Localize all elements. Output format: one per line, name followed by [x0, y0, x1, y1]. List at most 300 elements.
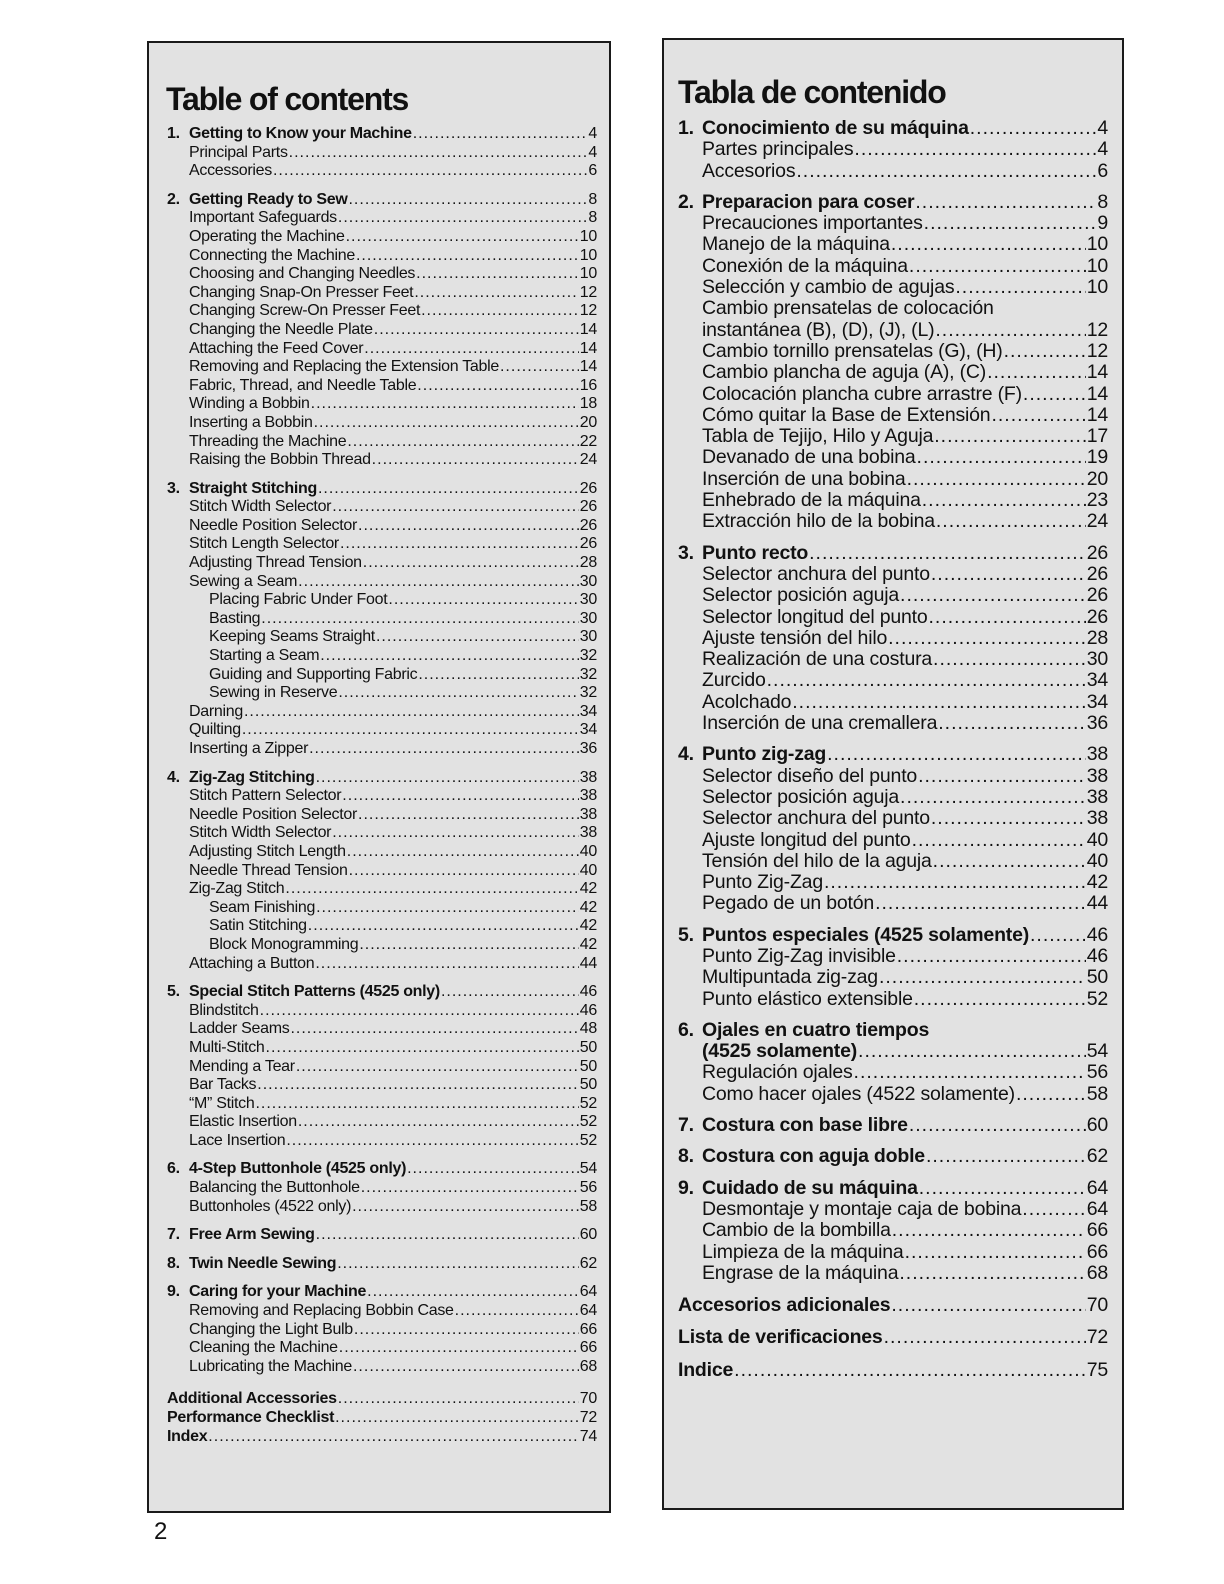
toc-page-number: 26 [579, 479, 597, 497]
toc-entry[interactable] [678, 511, 1108, 532]
dot-leader [929, 607, 1086, 628]
dot-leader [296, 1058, 579, 1077]
toc-page-number: 14 [1086, 382, 1108, 405]
toc-entry[interactable] [167, 824, 597, 843]
toc-page-number: 68 [1086, 1261, 1108, 1284]
toc-entry-label: Attaching the Feed Cover [189, 339, 364, 357]
dot-leader [418, 666, 578, 685]
toc-entry[interactable] [167, 1039, 597, 1058]
toc-section-number: 7. [678, 1114, 694, 1137]
dot-leader [1023, 384, 1086, 405]
toc-entry[interactable] [167, 1321, 597, 1340]
toc-page-number: 40 [579, 842, 597, 860]
dot-leader [338, 209, 588, 228]
toc-section-number: 9. [167, 1283, 180, 1301]
dot-leader [364, 340, 579, 359]
toc-entry-label: Desmontaje y montaje caja de bobina [702, 1197, 1022, 1220]
toc-entry[interactable] [167, 1002, 597, 1021]
spanish-toc-title: Tabla de contenido [678, 74, 946, 110]
toc-entry[interactable] [167, 862, 597, 881]
toc-section-heading[interactable] [678, 543, 1108, 564]
toc-section-number: 9. [678, 1176, 694, 1199]
toc-entry[interactable] [167, 740, 597, 759]
dot-leader [955, 277, 1085, 298]
toc-entry-label: Multipuntada zig-zag [702, 966, 878, 989]
toc-page-number: 9 [1097, 212, 1108, 235]
dot-leader [257, 1076, 579, 1095]
toc-page-number: 66 [579, 1320, 597, 1338]
dot-leader [922, 490, 1086, 511]
dot-leader [242, 721, 579, 740]
toc-page-number: 10 [1086, 233, 1108, 256]
toc-section [167, 1283, 597, 1376]
toc-entry[interactable] [167, 162, 597, 181]
toc-section-number: 5. [167, 983, 180, 1001]
toc-section-heading[interactable] [167, 769, 597, 788]
toc-entry-label: Precauciones importantes [702, 212, 923, 235]
toc-page-number: 72 [1086, 1326, 1108, 1349]
toc-entry[interactable] [678, 1084, 1108, 1105]
toc-page-number: 14 [1086, 361, 1108, 384]
dot-leader [926, 1146, 1086, 1167]
toc-entry[interactable] [678, 1199, 1108, 1220]
toc-page-number: 52 [579, 1131, 597, 1149]
toc-page-number: 17 [1086, 425, 1108, 448]
toc-page-number: 62 [579, 1254, 597, 1272]
dot-leader [363, 554, 579, 573]
toc-section-heading[interactable] [678, 118, 1108, 139]
toc-page-number: 32 [579, 665, 597, 683]
toc-entry[interactable] [167, 1339, 597, 1358]
toc-entry[interactable] [167, 377, 597, 396]
english-toc-panel [147, 41, 611, 1513]
toc-entry[interactable] [678, 692, 1108, 713]
toc-entry-label: Stitch Pattern Selector [189, 787, 342, 805]
toc-entry[interactable] [678, 469, 1108, 490]
toc-entry[interactable] [167, 228, 597, 247]
toc-entry-label: Como hacer ojales (4522 solamente) [702, 1082, 1015, 1105]
toc-section-number: 1. [167, 125, 180, 142]
toc-entry-label: Keeping Seams Straight [209, 628, 375, 646]
toc-page-number: 38 [1086, 764, 1108, 787]
toc-entry[interactable] [167, 843, 597, 862]
toc-entry[interactable] [678, 298, 1108, 319]
toc-entry-label: Adjusting Stitch Length [189, 842, 346, 860]
toc-page-number: 46 [1086, 923, 1108, 946]
toc-section [167, 1160, 597, 1216]
toc-entry-label: Elastic Insertion [189, 1113, 297, 1131]
dot-leader [914, 989, 1086, 1010]
toc-entry[interactable] [167, 554, 597, 573]
toc-entry[interactable] [167, 358, 597, 377]
dot-leader [318, 480, 579, 499]
toc-entry[interactable] [678, 384, 1108, 405]
dot-leader [413, 125, 588, 144]
toc-entry-label: Selector posición aguja [702, 785, 900, 808]
dot-leader [879, 967, 1086, 988]
dot-leader [298, 573, 579, 592]
toc-section-heading[interactable] [167, 1283, 597, 1302]
toc-section [167, 983, 597, 1150]
toc-entry[interactable] [167, 610, 597, 629]
toc-entry[interactable] [678, 426, 1108, 447]
toc-section-heading[interactable] [167, 1428, 597, 1447]
toc-page-number: 50 [579, 1057, 597, 1075]
toc-entry-label: Limpieza de la máquina [702, 1240, 904, 1263]
toc-entry[interactable] [167, 1179, 597, 1198]
toc-section-number: 3. [167, 479, 180, 497]
toc-entry[interactable] [678, 1242, 1108, 1263]
toc-page-number: 42 [579, 935, 597, 953]
toc-entry-label: instantánea (B), (D), (J), (L) [702, 318, 935, 341]
toc-section-title: Twin Needle Sewing [189, 1254, 337, 1272]
toc-section-title: Punto zig-zag [702, 743, 827, 766]
toc-entry[interactable] [167, 955, 597, 974]
toc-entry[interactable] [678, 564, 1108, 585]
toc-page-number: 64 [579, 1283, 597, 1301]
toc-entry[interactable] [678, 139, 1108, 160]
toc-page-number: 46 [1086, 944, 1108, 967]
toc-section-title: 4-Step Buttonhole (4525 only) [189, 1160, 407, 1178]
dot-leader [335, 1409, 579, 1428]
toc-entry[interactable] [167, 806, 597, 825]
toc-page-number: 54 [1086, 1040, 1108, 1063]
toc-entry[interactable] [167, 265, 597, 284]
toc-entry-label: Selector diseño del punto [702, 764, 918, 787]
dot-leader [915, 192, 1096, 213]
toc-page-number: 40 [1086, 828, 1108, 851]
toc-entry[interactable] [167, 703, 597, 722]
toc-entry[interactable] [167, 321, 597, 340]
dot-leader [354, 1321, 579, 1340]
toc-section-heading[interactable] [167, 1390, 597, 1409]
toc-entry[interactable] [167, 284, 597, 303]
toc-entry[interactable] [167, 787, 597, 806]
toc-entry[interactable] [678, 808, 1108, 829]
toc-section-heading[interactable] [167, 983, 597, 1002]
dot-leader [337, 1255, 579, 1274]
spanish-toc-list [678, 118, 1108, 1381]
toc-section-title: Free Arm Sewing [189, 1226, 315, 1244]
toc-entry[interactable] [678, 649, 1108, 670]
toc-entry[interactable] [167, 451, 597, 470]
toc-entry-label: Bar Tacks [189, 1076, 257, 1094]
toc-page-number: 50 [579, 1076, 597, 1094]
dot-leader [347, 843, 579, 862]
dot-leader [316, 899, 579, 918]
toc-section-title: Accesorios adicionales [678, 1294, 891, 1317]
toc-section-heading[interactable] [167, 1409, 597, 1428]
toc-section-number: 3. [678, 541, 694, 564]
toc-section [167, 769, 597, 974]
toc-section-title: Ojales en cuatro tiempos [702, 1018, 930, 1041]
toc-page-number: 66 [579, 1339, 597, 1357]
dot-leader [900, 585, 1086, 606]
dot-leader [934, 426, 1085, 447]
dot-leader [314, 414, 579, 433]
dot-leader [884, 1327, 1086, 1348]
toc-entry[interactable] [167, 1358, 597, 1377]
dot-leader [1004, 341, 1086, 362]
toc-page-number: 10 [579, 227, 597, 245]
toc-entry-label: Zurcido [702, 669, 766, 692]
toc-entry[interactable] [167, 1020, 597, 1039]
toc-section-heading[interactable] [678, 1146, 1108, 1167]
toc-section-title: Straight Stitching [189, 479, 317, 497]
toc-page-number: 38 [1086, 807, 1108, 830]
toc-entry[interactable] [678, 341, 1108, 362]
toc-entry[interactable] [678, 256, 1108, 277]
toc-page-number: 14 [579, 320, 597, 338]
toc-page-number: 52 [579, 1094, 597, 1112]
toc-entry[interactable] [678, 1041, 1108, 1062]
toc-entry-label: Inserción de una cremallera [702, 712, 938, 735]
toc-entry[interactable] [167, 917, 597, 936]
toc-page-number: 70 [1086, 1294, 1108, 1317]
toc-section-heading[interactable] [167, 1255, 597, 1274]
toc-section-heading[interactable] [678, 1020, 1108, 1041]
dot-leader [346, 228, 579, 247]
toc-entry[interactable] [678, 872, 1108, 893]
toc-entry[interactable] [678, 851, 1108, 872]
toc-entry[interactable] [678, 1263, 1108, 1284]
dot-leader [900, 787, 1086, 808]
dot-leader [854, 1062, 1086, 1083]
toc-entry-label: Cambio plancha de aguja (A), (C) [702, 361, 987, 384]
toc-entry[interactable] [167, 899, 597, 918]
toc-entry-label: Multi-Stitch [189, 1038, 265, 1056]
toc-entry[interactable] [167, 936, 597, 955]
toc-entry[interactable] [678, 277, 1108, 298]
toc-entry[interactable] [167, 684, 597, 703]
dot-leader [792, 692, 1085, 713]
toc-section [167, 1409, 597, 1428]
toc-entry-label: Important Safeguards [189, 209, 337, 227]
toc-page-number: 38 [579, 805, 597, 823]
toc-section-heading[interactable] [678, 1295, 1108, 1316]
toc-entry[interactable] [167, 498, 597, 517]
toc-section-heading[interactable] [678, 1327, 1108, 1348]
toc-entry[interactable] [167, 647, 597, 666]
toc-section-heading[interactable] [167, 480, 597, 499]
toc-section [678, 118, 1108, 182]
toc-section-heading[interactable] [678, 1178, 1108, 1199]
dot-leader [891, 1295, 1085, 1316]
toc-entry-label: Zig-Zag Stitch [189, 880, 285, 898]
toc-section [678, 1295, 1108, 1316]
toc-section-heading[interactable] [678, 1115, 1108, 1136]
toc-entry[interactable] [167, 628, 597, 647]
toc-entry[interactable] [167, 1113, 597, 1132]
toc-entry[interactable] [167, 517, 597, 536]
toc-entry[interactable] [167, 302, 597, 321]
toc-page-number: 42 [1086, 871, 1108, 894]
toc-section-heading[interactable] [167, 125, 597, 144]
toc-entry-label: Quilting [189, 721, 241, 739]
toc-entry[interactable] [167, 1095, 597, 1114]
toc-entry[interactable] [167, 1058, 597, 1077]
toc-entry-label: Cómo quitar la Base de Extensión [702, 403, 991, 426]
toc-section [167, 480, 597, 759]
dot-leader [309, 740, 579, 759]
toc-page-number: 42 [579, 917, 597, 935]
toc-entry[interactable] [167, 395, 597, 414]
toc-page-number: 36 [1086, 712, 1108, 735]
toc-section-heading[interactable] [678, 192, 1108, 213]
toc-page-number: 34 [579, 702, 597, 720]
toc-entry[interactable] [167, 414, 597, 433]
toc-entry[interactable] [678, 447, 1108, 468]
toc-entry-label: Operating the Machine [189, 227, 345, 245]
toc-page-number: 8 [1097, 190, 1108, 213]
toc-section-number: 6. [167, 1160, 180, 1178]
toc-entry-label: Sewing in Reserve [209, 684, 338, 702]
toc-section-heading[interactable] [678, 925, 1108, 946]
toc-entry[interactable] [678, 362, 1108, 383]
toc-entry[interactable] [167, 535, 597, 554]
toc-entry[interactable] [678, 670, 1108, 691]
toc-section-title: Performance Checklist [167, 1409, 335, 1426]
dot-leader [347, 433, 578, 452]
toc-entry-label: Engrase de la máquina [702, 1261, 899, 1284]
toc-entry[interactable] [167, 1076, 597, 1095]
dot-leader [875, 893, 1086, 914]
toc-page-number: 30 [1086, 648, 1108, 671]
toc-entry-label: Cambio tornillo prensatelas (G), (H) [702, 339, 1003, 362]
toc-entry[interactable] [678, 830, 1108, 851]
toc-entry[interactable] [678, 320, 1108, 341]
toc-page-number: 10 [579, 246, 597, 264]
toc-page-number: 52 [579, 1113, 597, 1131]
toc-page-number: 40 [579, 861, 597, 879]
toc-entry[interactable] [167, 1302, 597, 1321]
toc-section [678, 925, 1108, 1010]
toc-entry[interactable] [167, 247, 597, 266]
toc-entry-label: Removing and Replacing Bobbin Case [189, 1302, 454, 1320]
toc-page-number: 70 [579, 1390, 597, 1408]
dot-leader [255, 1095, 578, 1114]
toc-entry[interactable] [678, 234, 1108, 255]
dot-leader [407, 1160, 579, 1179]
toc-page-number: 30 [579, 591, 597, 609]
dot-leader [417, 377, 579, 396]
toc-entry[interactable] [678, 405, 1108, 426]
toc-page-number: 14 [1086, 403, 1108, 426]
toc-entry-label: Guiding and Supporting Fabric [209, 665, 418, 683]
toc-section-heading[interactable] [678, 1360, 1108, 1381]
toc-entry-label: Principal Parts [189, 143, 288, 161]
toc-entry-label: Lace Insertion [189, 1131, 286, 1149]
toc-entry[interactable] [678, 213, 1108, 234]
dot-leader [796, 161, 1096, 182]
dot-leader [931, 564, 1086, 585]
toc-entry[interactable] [678, 1220, 1108, 1241]
toc-section [167, 1390, 597, 1409]
toc-page-number: 50 [579, 1038, 597, 1056]
toc-entry[interactable] [167, 209, 597, 228]
toc-entry[interactable] [678, 161, 1108, 182]
toc-entry[interactable] [678, 946, 1108, 967]
toc-entry[interactable] [167, 1198, 597, 1217]
dot-leader [824, 872, 1086, 893]
toc-entry[interactable] [678, 989, 1108, 1010]
toc-entry[interactable] [167, 573, 597, 592]
toc-entry[interactable] [678, 628, 1108, 649]
toc-section-heading[interactable] [678, 744, 1108, 765]
toc-entry[interactable] [167, 666, 597, 685]
toc-entry-label: Accesorios [702, 159, 796, 182]
toc-entry[interactable] [678, 713, 1108, 734]
toc-page-number: 4 [588, 143, 597, 161]
toc-entry[interactable] [167, 433, 597, 452]
dot-leader [342, 787, 579, 806]
dot-leader [500, 358, 579, 377]
dot-leader [359, 936, 578, 955]
toc-entry[interactable] [678, 787, 1108, 808]
toc-entry[interactable] [678, 490, 1108, 511]
toc-page-number: 19 [1086, 446, 1108, 469]
toc-entry[interactable] [678, 766, 1108, 787]
toc-page-number: 28 [579, 554, 597, 572]
toc-section-title: Costura con base libre [702, 1114, 908, 1137]
toc-page-number: 36 [579, 740, 597, 757]
dot-leader [924, 213, 1097, 234]
dot-leader [315, 955, 578, 974]
toc-page-number: 26 [1086, 541, 1108, 564]
toc-entry-label: “M” Stitch [189, 1094, 255, 1112]
toc-entry[interactable] [678, 607, 1108, 628]
toc-entry-label: Stitch Length Selector [189, 535, 339, 553]
toc-entry[interactable] [167, 144, 597, 163]
toc-section-title: Puntos especiales (4525 solamente) [702, 923, 1030, 946]
toc-entry-label: Changing the Light Bulb [189, 1320, 353, 1338]
toc-page-number: 46 [579, 983, 597, 1001]
toc-entry-label: Cambio prensatelas de colocación [702, 297, 994, 320]
toc-section-heading[interactable] [167, 1160, 597, 1179]
toc-entry[interactable] [167, 721, 597, 740]
toc-entry-label: Inserting a Bobbin [189, 413, 313, 431]
toc-entry-label: Selección y cambio de agujas [702, 276, 955, 299]
toc-entry[interactable] [678, 585, 1108, 606]
toc-entry-label: Conexión de la máquina [702, 254, 908, 277]
toc-entry[interactable] [678, 893, 1108, 914]
toc-entry[interactable] [167, 1132, 597, 1151]
dot-leader [416, 265, 579, 284]
toc-section-heading[interactable] [167, 1226, 597, 1245]
toc-page-number: 14 [579, 339, 597, 357]
toc-page-number: 32 [579, 647, 597, 665]
toc-entry[interactable] [167, 591, 597, 610]
toc-section-heading[interactable] [167, 191, 597, 210]
toc-section-number: 1. [678, 117, 694, 139]
toc-page-number: 72 [579, 1409, 597, 1426]
toc-page-number: 68 [579, 1357, 597, 1375]
dot-leader [244, 703, 579, 722]
toc-entry[interactable] [167, 880, 597, 899]
toc-entry[interactable] [167, 340, 597, 359]
toc-page-number: 58 [1086, 1082, 1108, 1105]
toc-entry-label: Ajuste longitud del punto [702, 828, 911, 851]
toc-entry[interactable] [678, 967, 1108, 988]
toc-entry[interactable] [678, 1062, 1108, 1083]
toc-page-number: 26 [579, 498, 597, 516]
dot-leader [933, 851, 1086, 872]
toc-page-number: 34 [1086, 690, 1108, 713]
toc-section-number: 6. [678, 1018, 694, 1041]
toc-section-title: Preparacion para coser [702, 190, 915, 213]
toc-section [678, 192, 1108, 533]
dot-leader [311, 395, 579, 414]
